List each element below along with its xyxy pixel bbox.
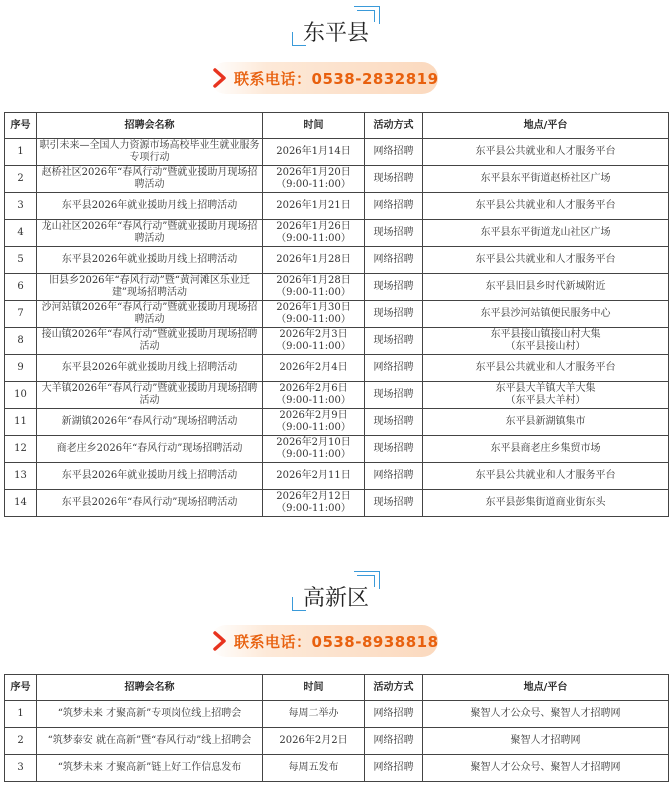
table-header-row [5, 675, 669, 701]
cell-name: 东平县2026年就业援助月线上招聘活动 [37, 355, 263, 382]
cell-time: 2026年2月3日 （9:00-11:00） [263, 328, 365, 355]
cell-no: 11 [5, 409, 37, 436]
table-row [5, 409, 669, 436]
cell-name: 新湖镇2026年“春风行动”现场招聘活动 [37, 409, 263, 436]
cell-no: 2 [5, 166, 37, 193]
cell-place: 东平县新湖镇集市 [423, 409, 669, 436]
cell-mode: 现场招聘 [365, 166, 423, 193]
table-row [5, 490, 669, 517]
cell-no: 12 [5, 436, 37, 463]
cell-time: 2026年2月12日 （9:00-11:00） [263, 490, 365, 517]
cell-no: 1 [5, 701, 37, 728]
column-header: 活动方式 [365, 675, 423, 701]
cell-mode: 网络招聘 [365, 247, 423, 274]
cell-time: 2026年1月21日 [263, 193, 365, 220]
cell-name: “筑梦未来 才聚高新”链上好工作信息发布 [37, 755, 263, 782]
cell-time: 每周二举办 [263, 701, 365, 728]
cell-place: 东平县公共就业和人才服务平台 [423, 247, 669, 274]
cell-mode: 网络招聘 [365, 755, 423, 782]
cell-mode: 网络招聘 [365, 728, 423, 755]
cell-place: 东平县公共就业和人才服务平台 [423, 193, 669, 220]
cell-name: “筑梦未来 才聚高新”专项岗位线上招聘会 [37, 701, 263, 728]
job-fair-table [4, 674, 669, 782]
cell-time: 每周五发布 [263, 755, 365, 782]
section-title-block [0, 6, 672, 46]
cell-place: 东平县商老庄乡集贸市场 [423, 436, 669, 463]
cell-name: 沙河站镇2026年“春风行动”暨就业援助月现场招聘活动 [37, 301, 263, 328]
cell-place: 东平县东平街道赵桥社区广场 [423, 166, 669, 193]
cell-no: 9 [5, 355, 37, 382]
table-row [5, 436, 669, 463]
cell-mode: 网络招聘 [365, 463, 423, 490]
cell-time: 2026年2月2日 [263, 728, 365, 755]
contact-phone-text: 联系电话：0538-2832819 [234, 70, 439, 88]
table-row [5, 755, 669, 782]
cell-time: 2026年1月28日 （9:00-11:00） [263, 274, 365, 301]
cell-mode: 网络招聘 [365, 139, 423, 166]
column-header: 地点/平台 [423, 675, 669, 701]
table-header-row [5, 113, 669, 139]
cell-time: 2026年2月6日 （9:00-11:00） [263, 382, 365, 409]
cell-time: 2026年1月28日 [263, 247, 365, 274]
cell-time: 2026年2月11日 [263, 463, 365, 490]
cell-mode: 现场招聘 [365, 409, 423, 436]
column-header: 序号 [5, 675, 37, 701]
contact-phone-banner [210, 625, 438, 657]
cell-mode: 网络招聘 [365, 193, 423, 220]
cell-mode: 现场招聘 [365, 382, 423, 409]
section-title-block [0, 571, 672, 611]
cell-mode: 现场招聘 [365, 328, 423, 355]
cell-name: 接山镇2026年“春风行动”暨就业援助月现场招聘活动 [37, 328, 263, 355]
cell-place: 聚智人才公众号、聚智人才招聘网 [423, 701, 669, 728]
cell-no: 14 [5, 490, 37, 517]
chevron-right-icon [210, 631, 230, 651]
cell-time: 2026年1月26日 （9:00-11:00） [263, 220, 365, 247]
cell-name: 龙山社区2026年“春风行动”暨就业援助月现场招聘活动 [37, 220, 263, 247]
section-title: 东平县 [302, 21, 369, 46]
section-title: 高新区 [302, 586, 369, 611]
column-header: 序号 [5, 113, 37, 139]
cell-place: 东平县公共就业和人才服务平台 [423, 139, 669, 166]
cell-no: 3 [5, 755, 37, 782]
column-header: 活动方式 [365, 113, 423, 139]
table-row [5, 193, 669, 220]
cell-name: 大羊镇2026年“春风行动”暨就业援助月现场招聘活动 [37, 382, 263, 409]
cell-mode: 网络招聘 [365, 701, 423, 728]
cell-mode: 现场招聘 [365, 490, 423, 517]
table-row [5, 274, 669, 301]
cell-place: 聚智人才公众号、聚智人才招聘网 [423, 755, 669, 782]
cell-no: 8 [5, 328, 37, 355]
cell-no: 7 [5, 301, 37, 328]
chevron-right-icon [210, 68, 230, 88]
cell-time: 2026年2月9日 （9:00-11:00） [263, 409, 365, 436]
cell-name: “筑梦泰安 就在高新”暨“春风行动”线上招聘会 [37, 728, 263, 755]
column-header: 招聘会名称 [37, 675, 263, 701]
cell-no: 3 [5, 193, 37, 220]
cell-no: 4 [5, 220, 37, 247]
job-fair-table [4, 112, 669, 517]
table-row [5, 220, 669, 247]
cell-no: 5 [5, 247, 37, 274]
cell-time: 2026年1月14日 [263, 139, 365, 166]
cell-place: 东平县接山镇接山村大集 （东平县接山村） [423, 328, 669, 355]
cell-name: 旧县乡2026年“春风行动”暨“黄河滩区乐业迁建”现场招聘活动 [37, 274, 263, 301]
contact-phone-text: 联系电话：0538-8938818 [234, 633, 439, 651]
cell-mode: 现场招聘 [365, 274, 423, 301]
cell-mode: 现场招聘 [365, 220, 423, 247]
contact-phone-banner [210, 62, 438, 94]
cell-name: 东平县2026年就业援助月线上招聘活动 [37, 247, 263, 274]
table-row [5, 247, 669, 274]
column-header: 招聘会名称 [37, 113, 263, 139]
cell-place: 东平县彭集街道商业街东头 [423, 490, 669, 517]
cell-no: 13 [5, 463, 37, 490]
column-header: 地点/平台 [423, 113, 669, 139]
column-header: 时间 [263, 675, 365, 701]
cell-place: 东平县东平街道龙山社区广场 [423, 220, 669, 247]
cell-place: 东平县公共就业和人才服务平台 [423, 355, 669, 382]
cell-place: 东平县沙河站镇便民服务中心 [423, 301, 669, 328]
cell-no: 6 [5, 274, 37, 301]
cell-name: 东平县2026年就业援助月线上招聘活动 [37, 463, 263, 490]
table-row [5, 328, 669, 355]
cell-name: 赵桥社区2026年“春风行动”暨就业援助月现场招聘活动 [37, 166, 263, 193]
table-row [5, 382, 669, 409]
column-header: 时间 [263, 113, 365, 139]
cell-name: 职引未来—全国人力资源市场高校毕业生就业服务专项行动 [37, 139, 263, 166]
table-row [5, 166, 669, 193]
cell-time: 2026年1月20日 （9:00-11:00） [263, 166, 365, 193]
cell-time: 2026年2月10日 （9:00-11:00） [263, 436, 365, 463]
cell-time: 2026年2月4日 [263, 355, 365, 382]
table-row [5, 463, 669, 490]
cell-place: 东平县大羊镇大羊大集 （东平县大羊村） [423, 382, 669, 409]
cell-place: 聚智人才招聘网 [423, 728, 669, 755]
cell-mode: 现场招聘 [365, 436, 423, 463]
cell-mode: 网络招聘 [365, 355, 423, 382]
table-row [5, 139, 669, 166]
cell-place: 东平县旧县乡时代新城附近 [423, 274, 669, 301]
cell-no: 2 [5, 728, 37, 755]
table-row [5, 301, 669, 328]
cell-place: 东平县公共就业和人才服务平台 [423, 463, 669, 490]
cell-time: 2026年1月30日 （9:00-11:00） [263, 301, 365, 328]
cell-no: 1 [5, 139, 37, 166]
table-row [5, 355, 669, 382]
cell-name: 东平县2026年“春风行动”现场招聘活动 [37, 490, 263, 517]
table-row [5, 728, 669, 755]
cell-name: 东平县2026年就业援助月线上招聘活动 [37, 193, 263, 220]
table-row [5, 701, 669, 728]
cell-no: 10 [5, 382, 37, 409]
cell-mode: 现场招聘 [365, 301, 423, 328]
cell-name: 商老庄乡2026年“春风行动”现场招聘活动 [37, 436, 263, 463]
